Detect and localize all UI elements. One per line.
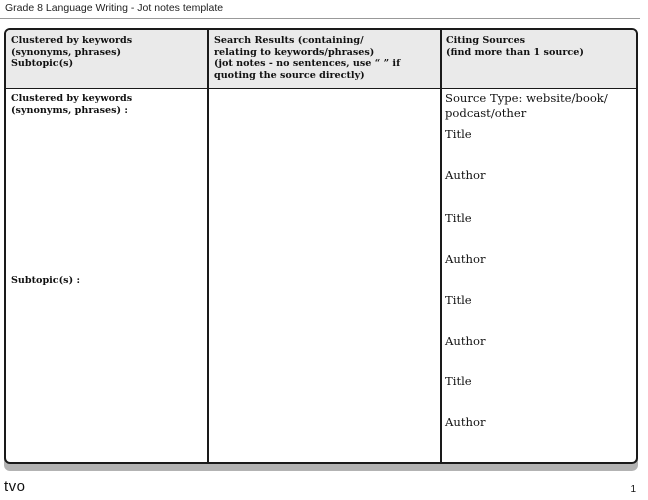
source-author-3: Author [445, 334, 486, 348]
header-citing-sources: Citing Sources (find more than 1 source) [446, 35, 584, 58]
tvo-logo: tvo [4, 478, 26, 495]
source-title-2: Title [445, 211, 472, 225]
jot-notes-table [4, 28, 638, 464]
source-title-4: Title [445, 374, 472, 388]
page-number: 1 [630, 484, 636, 495]
source-type-label: Source Type: website/book/ podcast/other [445, 91, 608, 120]
title-divider [0, 18, 640, 19]
source-author-4: Author [445, 415, 486, 429]
header-search-results: Search Results (containing/ relating to keywords/phrases) (jot notes - no sentences, use “ ” if quoting the source directly) [214, 35, 401, 81]
header-clustered-keywords: Clustered by keywords (synonyms, phrases) Subtopic(s) [11, 35, 133, 69]
column-divider-1 [207, 30, 209, 462]
document-title: Grade 8 Language Writing - Jot notes template [5, 2, 224, 14]
source-title-1: Title [445, 127, 472, 141]
source-author-1: Author [445, 168, 486, 182]
clustered-keywords-label: Clustered by keywords (synonyms, phrases) : [11, 93, 133, 116]
column-divider-2 [440, 30, 442, 462]
source-title-3: Title [445, 293, 472, 307]
subtopic-label: Subtopic(s) : [11, 275, 80, 286]
source-author-2: Author [445, 252, 486, 266]
